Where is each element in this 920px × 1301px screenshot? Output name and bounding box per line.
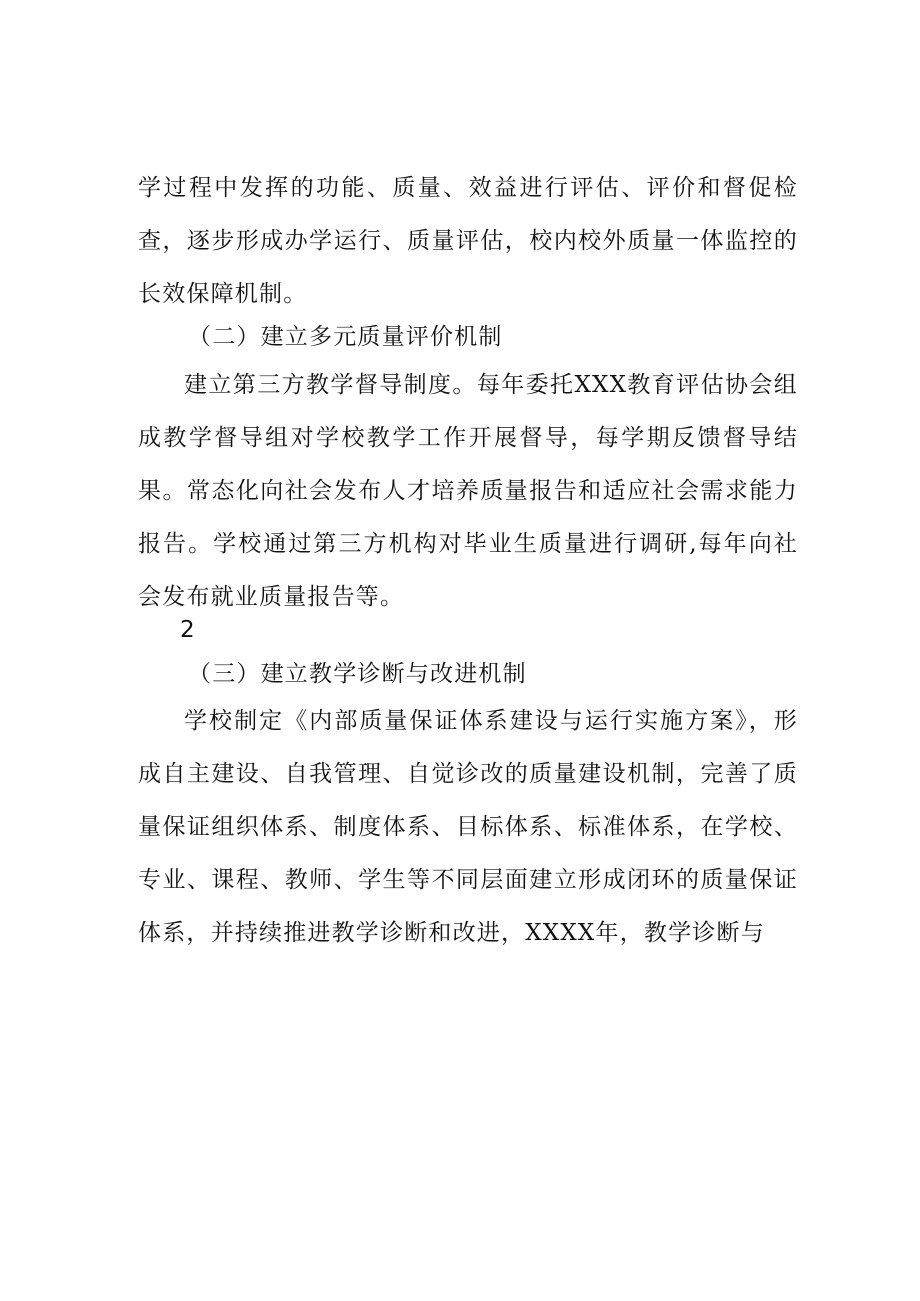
section-2-heading: （二）建立多元质量评价机制	[188, 324, 503, 350]
section-3-heading: （三）建立教学诊断与改进机制	[188, 661, 527, 687]
paragraph-continuation: 学过程中发挥的功能、质量、效益进行评估、评价和督促检查，逐步形成办学运行、质量评估，校内校外质量一体监控的长效保障机制。	[138, 175, 798, 307]
section-2-body: 建立第三方教学督导制度。每年委托XXX教育评估协会组成教学督导组对学校教学工作开展督导，每学期反馈督导结果。常态化向社会发布人才培养质量报告和适应社会需求能力报告。学校通过第三方机构对毕业生质量进行调研,每年向社会发布就业质量报告等。	[138, 372, 798, 610]
page-number: 2	[180, 617, 195, 643]
section-3-body: 学校制定《内部质量保证体系建设与运行实施方案》，形成自主建设、自我管理、自觉诊改的质量建设机制，完善了质量保证组织体系、制度体系、目标体系、标准体系，在学校、专业、课程、教师、学生等不同层面建立形成闭环的质量保证体系，并持续推进教学诊断和改进，XXXX年，教学诊断与	[138, 708, 798, 946]
